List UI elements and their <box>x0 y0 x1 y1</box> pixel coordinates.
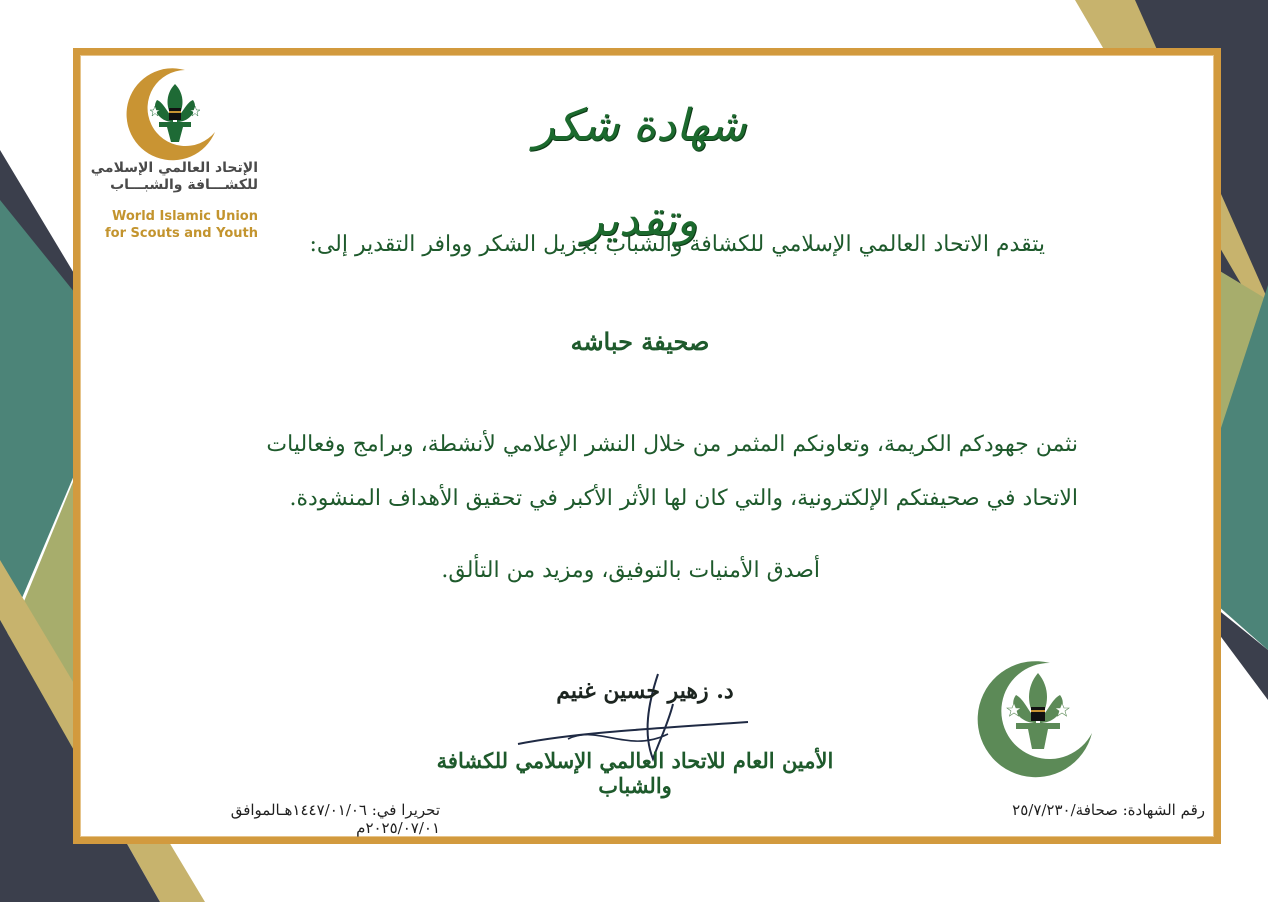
organization-name-english-line2: for Scouts and Youth <box>105 226 258 241</box>
organization-name-arabic-line2: للكشـــافة والشبـــاب <box>110 177 258 193</box>
certificate-title: شهادة شكر وتقدير <box>533 100 747 246</box>
fleur-de-lis-crescent-seal-icon <box>970 655 1100 785</box>
organization-name-english <box>86 208 258 242</box>
recipient-name: صحيفة حباشه <box>570 327 710 356</box>
fleur-de-lis-crescent-logo-icon <box>115 62 225 166</box>
body-text-line1: نثمن جهودكم الكريمة، وتعاونكم المثمر من خلال النشر الإعلامي لأنشطة، وبرامج وفعاليات <box>266 432 1078 457</box>
organization-name-arabic-line1: الإتحاد العالمي الإسلامي <box>90 160 258 176</box>
body-text <box>210 418 1078 526</box>
certificate-number: رقم الشهادة: صحافة/٢٥/٧/٢٣٠ <box>1012 801 1205 819</box>
issue-date: تحريرا في: ١٤٤٧/٠١/٠٦هـالموافق ٢٠٢٥/٠٧/٠١م <box>230 801 440 837</box>
intro-text: يتقدم الاتحاد العالمي الإسلامي للكشافة والشباب بجزيل الشكر ووافر التقدير إلى: <box>309 232 1045 257</box>
signatory-title: الأمين العام للاتحاد العالمي الإسلامي للكشافة والشباب <box>436 748 834 798</box>
closing-text: أصدق الأمنيات بالتوفيق، ومزيد من التألق. <box>441 558 820 583</box>
organization-name-english-line1: World Islamic Union <box>112 209 258 224</box>
organization-name-arabic <box>88 160 258 194</box>
signatory-name: د. زهير حسين غنيم <box>556 678 734 704</box>
body-text-line2: الاتحاد في صحيفتكم الإلكترونية، والتي كان لها الأثر الأكبر في تحقيق الأهداف المنشودة. <box>289 486 1078 511</box>
